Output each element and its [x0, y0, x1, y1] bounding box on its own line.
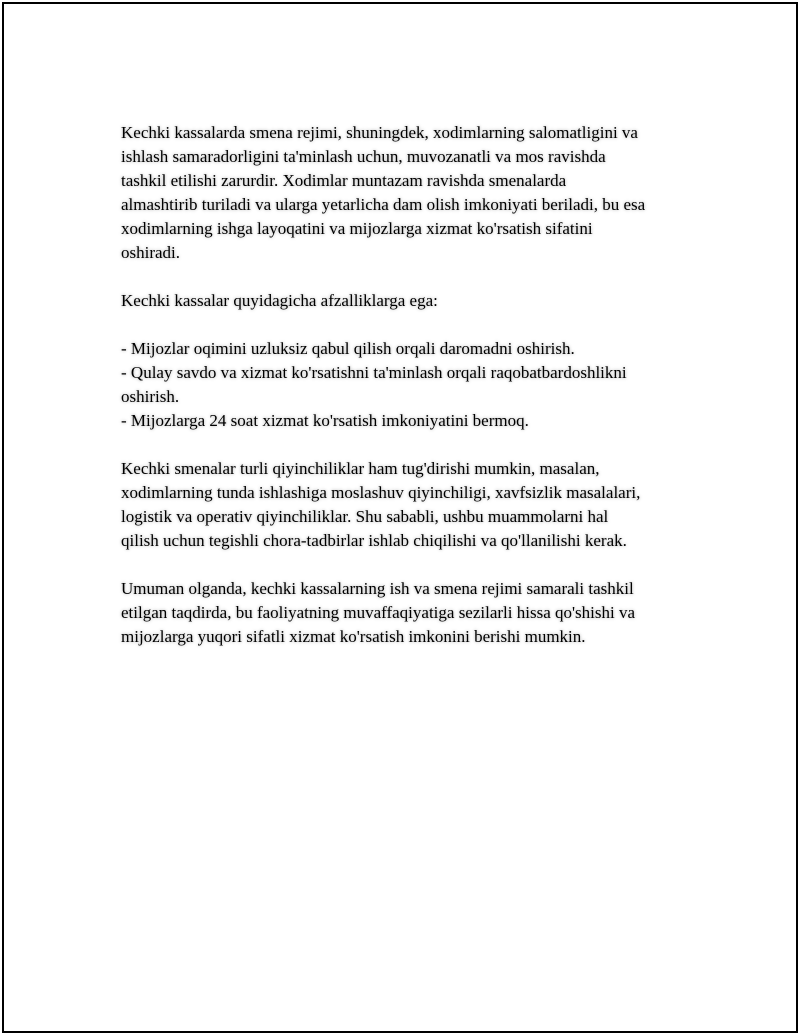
paragraph-advantages-heading: Kechki kassalar quyidagicha afzalliklarga ega: — [121, 291, 438, 310]
advantages-list — [121, 337, 691, 433]
paragraph-spacer — [121, 553, 691, 577]
paragraph-intro: Kechki kassalarda smena rejimi, shuningdek, xodimlarning salomatligini va ishlash samaradorligini ta'minlash uchun, muvozanatli va mos ravishda tashkil etilishi zarurdir. Xodimlar muntazam ravishda smenalarda almashtirib turiladi va ularga yetarlicha dam olish imkoniyati beriladi, bu esa xodimlarning ishga layoqatini va mijozlarga xizmat ko'rsatish sifatini oshiradi. — [121, 123, 646, 262]
paragraph-spacer — [121, 313, 691, 337]
paragraph-conclusion: Umuman olganda, kechki kassalarning ish va smena rejimi samarali tashkil etilgan taqdirda, bu faoliyatning muvaffaqiyatiga sezilarli hissa qo'shishi va mijozlarga yuqori sifatli xizmat ko'rsatish imkonini berishi mumkin. — [121, 579, 636, 646]
list-item: - Mijozlar oqimini uzluksiz qabul qilish orqali daromadni oshirish. — [121, 339, 575, 358]
document-page — [2, 2, 798, 1033]
paragraph-challenges: Kechki smenalar turli qiyinchiliklar ham tug'dirishi mumkin, masalan, xodimlarning tunda ishlashiga moslashuv qiyinchiligi, xavfsizlik masalalari, logistik va operativ qiyinchiliklar. Shu sababli, ushbu muammolarni hal qilish uchun tegishli chora-tadbirlar ishlab chiqilishi va qo'llanilishi kerak. — [121, 459, 641, 550]
list-item: - Qulay savdo va xizmat ko'rsatishni ta'minlash orqali raqobatbardoshlikni oshirish. — [121, 363, 627, 406]
document-body — [121, 121, 691, 649]
list-item: - Mijozlarga 24 soat xizmat ko'rsatish imkoniyatini bermoq. — [121, 411, 529, 430]
paragraph-spacer — [121, 265, 691, 289]
paragraph-spacer — [121, 433, 691, 457]
